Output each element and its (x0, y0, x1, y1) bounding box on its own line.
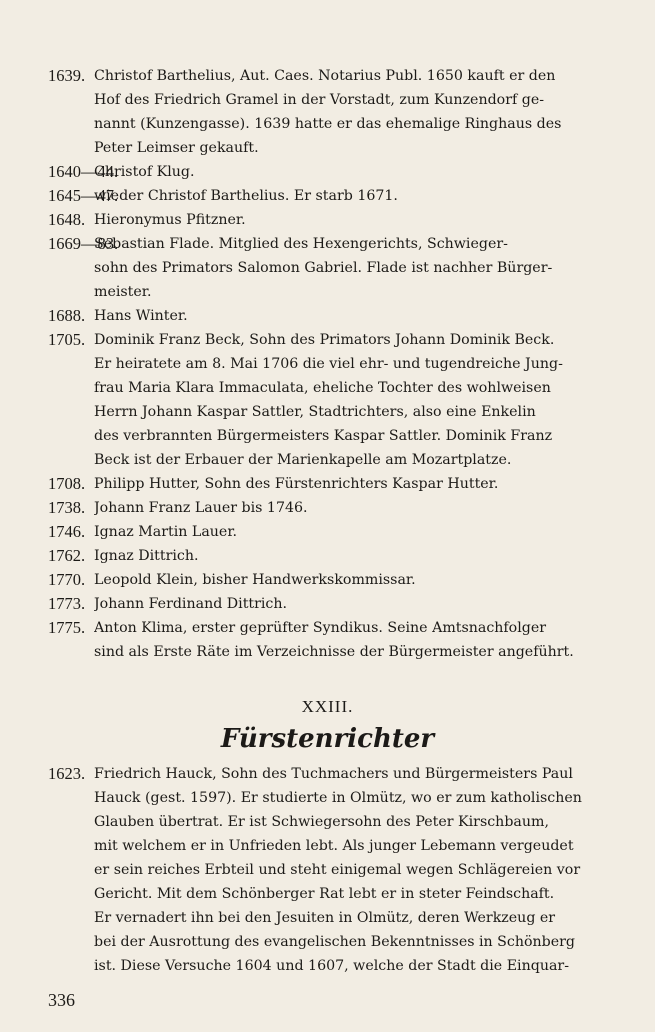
entry-year: 1639. (48, 66, 86, 85)
entry (0, 496, 655, 520)
entry (0, 472, 655, 496)
entry-text-line: Hieronymus Pfitzner. (94, 212, 246, 228)
page-number: 336 (48, 990, 75, 1010)
entry-text-line: wieder Christof Barthelius. Er starb 1671. (94, 188, 398, 204)
entry-text-line: sohn des Primators Salomon Gabriel. Flade ist nachher Bürger- (94, 260, 553, 276)
entry-text-line: nannt (Kunzengasse). 1639 hatte er das ehemalige Ringhaus des (94, 116, 562, 132)
entry-text (94, 304, 614, 328)
entry-text-line: Sebastian Flade. Mitglied des Hexengerichts, Schwieger- (94, 236, 508, 252)
entry-text-line: ist. Diese Versuche 1604 und 1607, welche der Stadt die Einquar- (94, 958, 569, 974)
entry-year: 1648. (48, 210, 86, 229)
entry-text-line: Beck ist der Erbauer der Marienkapelle am Mozartplatze. (94, 452, 512, 468)
entry-text (94, 762, 614, 978)
entry-year: 1688. (48, 306, 86, 325)
entry-text-line: Johann Franz Lauer bis 1746. (94, 500, 308, 516)
section-title: Fürstenrichter (220, 724, 435, 754)
entry-year: 1669—83. (48, 234, 119, 253)
entry-text (94, 184, 614, 208)
entry-text-line: Peter Leimser gekauft. (94, 140, 259, 156)
entry (0, 64, 655, 160)
entry-text (94, 472, 614, 496)
entry (0, 208, 655, 232)
entry-text (94, 232, 614, 304)
entry-year: 1762. (48, 546, 86, 565)
entry-text-line: mit welchem er in Unfrieden lebt. Als junger Lebemann vergeudet (94, 838, 574, 854)
entry (0, 232, 655, 304)
entry-text (94, 616, 614, 664)
entry-text (94, 328, 614, 472)
entry-text (94, 496, 614, 520)
entry-year: 1708. (48, 474, 86, 493)
entry-text-line: Hauck (gest. 1597). Er studierte in Olmütz, wo er zum katholischen (94, 790, 582, 806)
entry-text-line: Christof Klug. (94, 164, 195, 180)
entry (0, 616, 655, 664)
entry-text (94, 208, 614, 232)
entry-text-line: Anton Klima, erster geprüfter Syndikus. Seine Amtsnachfolger (94, 620, 547, 636)
entry (0, 520, 655, 544)
entry-year: 1645—47. (48, 186, 119, 205)
entry-text-line: Glauben übertrat. Er ist Schwiegersohn des Peter Kirschbaum, (94, 814, 549, 830)
entry-text-line: Johann Ferdinand Dittrich. (94, 596, 288, 612)
entry-text-line: sind als Erste Räte im Verzeichnisse der Bürgermeister angeführt. (94, 644, 574, 660)
entry-text-line: er sein reiches Erbteil und steht einigemal wegen Schlägereien vor (94, 862, 581, 878)
entry-text (94, 64, 614, 160)
entry-text-line: Ignaz Dittrich. (94, 548, 199, 564)
entry (0, 762, 655, 978)
entry-text-line: bei der Ausrottung des evangelischen Bekenntnisses in Schönberg (94, 934, 576, 950)
entry-text (94, 544, 614, 568)
entry-text-line: Herrn Johann Kaspar Sattler, Stadtrichters, also eine Enkelin (94, 404, 536, 420)
entry-text (94, 160, 614, 184)
section-number: XXIII. (301, 697, 354, 716)
entry-text-line: Hans Winter. (94, 308, 188, 324)
entry-text-line: Christof Barthelius, Aut. Caes. Notarius Publ. 1650 kauft er den (94, 68, 556, 84)
entry (0, 544, 655, 568)
entry-year: 1775. (48, 618, 86, 637)
entry (0, 328, 655, 472)
entry-year: 1623. (48, 764, 86, 783)
entry-year: 1640—44. (48, 162, 119, 181)
entry-text-line: des verbrannten Bürgermeisters Kaspar Sattler. Dominik Franz (94, 428, 553, 444)
entry-text-line: Friedrich Hauck, Sohn des Tuchmachers und Bürgermeisters Paul (94, 766, 573, 782)
entry-text (94, 520, 614, 544)
entry (0, 160, 655, 184)
entry-year: 1770. (48, 570, 86, 589)
entry-text-line: Ignaz Martin Lauer. (94, 524, 238, 540)
entry-text-line: Leopold Klein, bisher Handwerkskommissar. (94, 572, 416, 588)
entry-year: 1746. (48, 522, 86, 541)
entry-year: 1738. (48, 498, 86, 517)
entry-year: 1773. (48, 594, 86, 613)
entry (0, 568, 655, 592)
entry-text-line: Er vernadert ihn bei den Jesuiten in Olmütz, deren Werkzeug er (94, 910, 556, 926)
entry-text-line: Philipp Hutter, Sohn des Fürstenrichters Kaspar Hutter. (94, 476, 499, 492)
entry-text-line: Er heiratete am 8. Mai 1706 die viel ehr- und tugendreiche Jung- (94, 356, 563, 372)
entry (0, 592, 655, 616)
entry-text-line: Hof des Friedrich Gramel in der Vorstadt, zum Kunzendorf ge- (94, 92, 545, 108)
entry-text-line: Gericht. Mit dem Schönberger Rat lebt er in steter Feindschaft. (94, 886, 555, 902)
entry-text (94, 592, 614, 616)
entry-text-line: frau Maria Klara Immaculata, eheliche Tochter des wohlweisen (94, 380, 551, 396)
entry-year: 1705. (48, 330, 86, 349)
entry (0, 184, 655, 208)
entry (0, 304, 655, 328)
entry-text-line: meister. (94, 284, 152, 300)
entry-text (94, 568, 614, 592)
entry-text-line: Dominik Franz Beck, Sohn des Primators Johann Dominik Beck. (94, 332, 555, 348)
